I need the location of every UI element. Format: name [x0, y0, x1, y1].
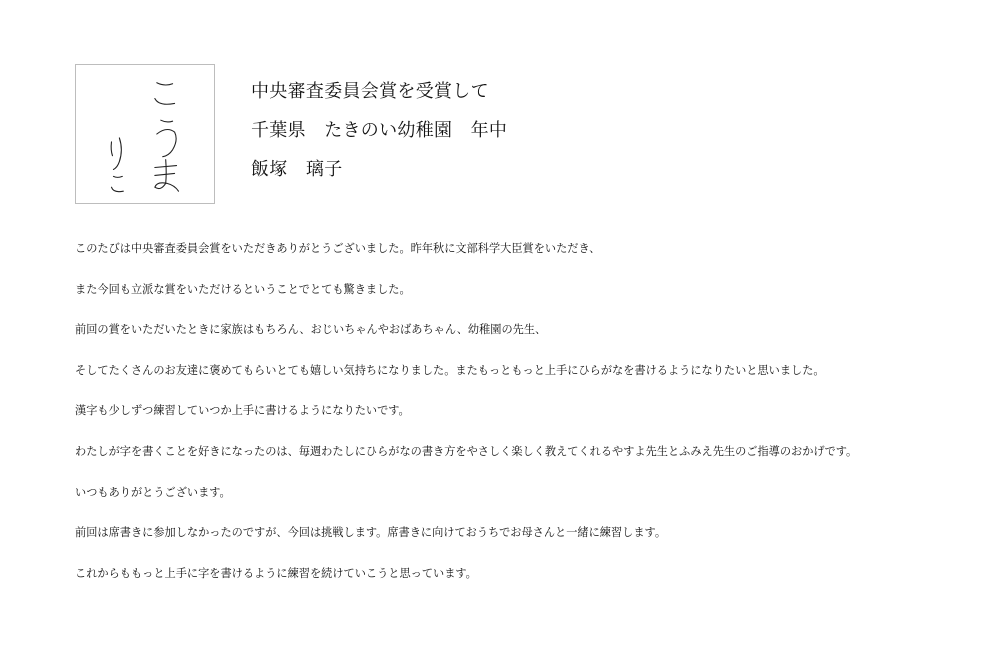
essay-body	[75, 241, 975, 606]
calligraphy-image	[75, 64, 215, 204]
paragraph: 前回の賞をいただいたときに家族はもちろん、おじいちゃんやおばあちゃん、幼稚園の先生、	[75, 323, 547, 337]
paragraph: いつもありがとうございます。	[75, 485, 231, 499]
award-title: 中央審査委員会賞を受賞して	[251, 81, 489, 102]
paragraph: また今回も立派な賞をいただけるということでとても驚きました。	[75, 282, 411, 296]
paragraph: これからももっと上手に字を書けるように練習を続けていこうと思っています。	[75, 566, 477, 580]
paragraph: このたびは中央審査委員会賞をいただきありがとうございました。昨年秋に文部科学大臣賞をいただき、	[75, 242, 601, 255]
award-header	[251, 82, 507, 180]
school-info: 千葉県 たきのい幼稚園 年中	[251, 120, 508, 141]
handwritten-hiragana	[76, 65, 214, 203]
paragraph: そしてたくさんのお友達に褒めてもらいとても嬉しい気持ちになりました。またもっともっと上手にひらがなを書けるようになりたいと思いました。	[75, 363, 825, 377]
author-name: 飯塚 璃子	[251, 159, 343, 180]
paragraph: 前回は席書きに参加しなかったのですが、今回は挑戦します。席書きに向けておうちでお母さんと一緒に練習します。	[75, 526, 667, 540]
paragraph: 漢字も少しずつ練習していつか上手に書けるようになりたいです。	[75, 404, 410, 418]
paragraph: わたしが字を書くことを好きになったのは、毎週わたしにひらがなの書き方をやさしく楽しく教えてくれるやすよ先生とふみえ先生のご指導のおかげです。	[75, 444, 858, 458]
